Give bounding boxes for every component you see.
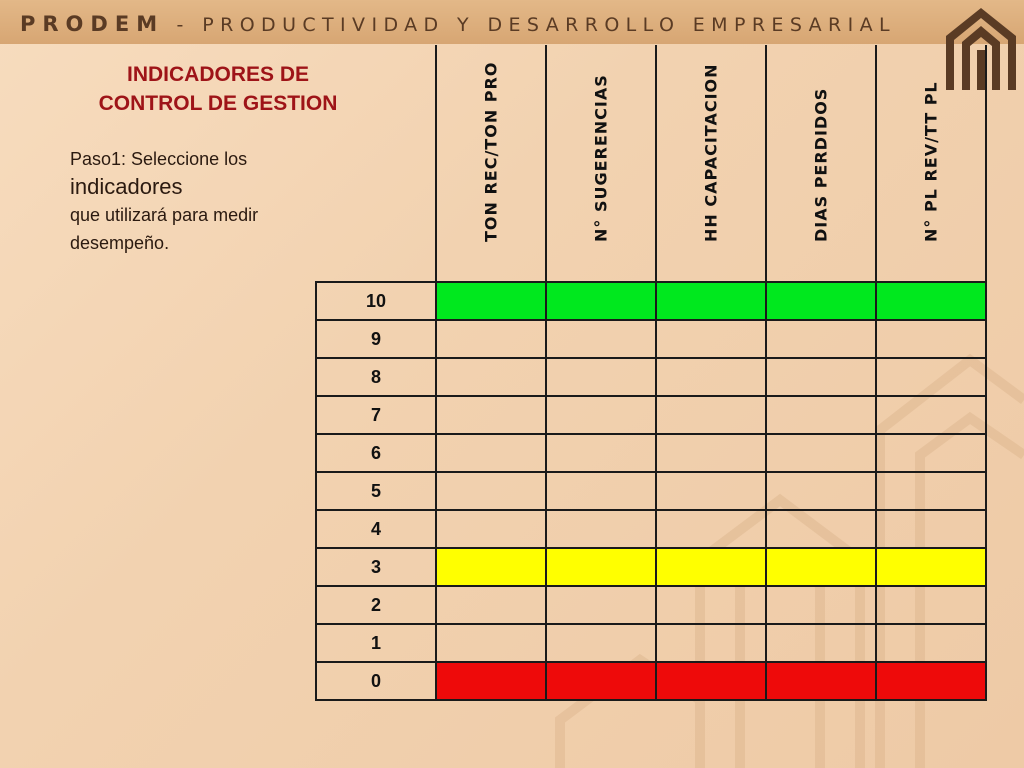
grid-cell[interactable] bbox=[876, 662, 986, 700]
grid-cell[interactable] bbox=[546, 472, 656, 510]
grid-cell[interactable] bbox=[766, 624, 876, 662]
grid-cell[interactable] bbox=[436, 586, 546, 624]
grid-cell[interactable] bbox=[656, 586, 766, 624]
instruction-line-1: Paso1: Seleccione los bbox=[70, 149, 248, 169]
grid-cell[interactable] bbox=[656, 396, 766, 434]
instruction-line-3: que utilizará para medir bbox=[70, 205, 259, 225]
grid-cell[interactable] bbox=[436, 282, 546, 320]
grid-cell[interactable] bbox=[436, 548, 546, 586]
level-label: 10 bbox=[316, 282, 436, 320]
level-row bbox=[316, 320, 986, 358]
top-banner bbox=[0, 0, 1024, 44]
grid-cell[interactable] bbox=[436, 320, 546, 358]
grid-cell[interactable] bbox=[876, 434, 986, 472]
grid-cell[interactable] bbox=[656, 624, 766, 662]
grid-body bbox=[316, 282, 986, 700]
grid-cell[interactable] bbox=[546, 320, 656, 358]
grid-cell[interactable] bbox=[876, 282, 986, 320]
indicator-label: TON REC/TON PRO bbox=[481, 61, 501, 242]
brand-tagline: - PRODUCTIVIDAD Y DESARROLLO EMPRESARIAL bbox=[164, 14, 897, 36]
grid-cell[interactable] bbox=[766, 358, 876, 396]
grid-cell[interactable] bbox=[436, 662, 546, 700]
level-row bbox=[316, 510, 986, 548]
grid-cell[interactable] bbox=[876, 548, 986, 586]
grid-cell[interactable] bbox=[766, 282, 876, 320]
grid-cell[interactable] bbox=[436, 358, 546, 396]
level-row bbox=[316, 624, 986, 662]
level-label: 0 bbox=[316, 662, 436, 700]
title-line-2: CONTROL DE GESTION bbox=[98, 92, 338, 115]
instruction-line-2: indicadores bbox=[70, 174, 183, 199]
grid-cell[interactable] bbox=[656, 282, 766, 320]
grid-cell[interactable] bbox=[546, 396, 656, 434]
level-row bbox=[316, 358, 986, 396]
title-line-1: INDICADORES DE bbox=[126, 63, 310, 86]
indicator-label: HH CAPACITACION bbox=[701, 63, 721, 242]
indicator-label: N° PL REV/TT PL bbox=[921, 81, 941, 242]
grid-cell[interactable] bbox=[546, 358, 656, 396]
instruction-line-4: desempeño. bbox=[70, 233, 170, 253]
level-label: 3 bbox=[316, 548, 436, 586]
grid-cell[interactable] bbox=[546, 548, 656, 586]
indicator-label: N° SUGERENCIAS bbox=[591, 74, 611, 242]
level-label: 5 bbox=[316, 472, 436, 510]
indicator-header[interactable] bbox=[766, 45, 876, 282]
grid-cell[interactable] bbox=[656, 320, 766, 358]
level-row bbox=[316, 472, 986, 510]
grid-cell[interactable] bbox=[876, 396, 986, 434]
grid-cell[interactable] bbox=[766, 662, 876, 700]
indicator-header[interactable] bbox=[436, 45, 546, 282]
instructions bbox=[70, 145, 330, 257]
grid-cell[interactable] bbox=[766, 434, 876, 472]
grid-cell[interactable] bbox=[656, 434, 766, 472]
grid-cell[interactable] bbox=[876, 472, 986, 510]
grid-cell[interactable] bbox=[546, 624, 656, 662]
grid-cell[interactable] bbox=[876, 510, 986, 548]
grid-cell[interactable] bbox=[656, 358, 766, 396]
grid-cell[interactable] bbox=[546, 662, 656, 700]
header-row bbox=[316, 45, 986, 282]
brand-text bbox=[20, 10, 896, 38]
level-row bbox=[316, 396, 986, 434]
indicator-grid bbox=[315, 45, 987, 701]
level-label: 9 bbox=[316, 320, 436, 358]
level-label: 2 bbox=[316, 586, 436, 624]
level-label: 8 bbox=[316, 358, 436, 396]
grid-cell[interactable] bbox=[656, 662, 766, 700]
grid-corner bbox=[316, 45, 436, 282]
grid-cell[interactable] bbox=[656, 510, 766, 548]
indicator-label: DIAS PERDIDOS bbox=[811, 87, 831, 242]
grid-cell[interactable] bbox=[766, 548, 876, 586]
grid-cell[interactable] bbox=[766, 586, 876, 624]
grid-cell[interactable] bbox=[436, 434, 546, 472]
level-label: 6 bbox=[316, 434, 436, 472]
level-row bbox=[316, 282, 986, 320]
grid-cell[interactable] bbox=[436, 510, 546, 548]
grid-cell[interactable] bbox=[656, 548, 766, 586]
level-label: 1 bbox=[316, 624, 436, 662]
level-row bbox=[316, 586, 986, 624]
indicator-header[interactable] bbox=[546, 45, 656, 282]
grid-cell[interactable] bbox=[546, 282, 656, 320]
grid-cell[interactable] bbox=[546, 434, 656, 472]
grid-cell[interactable] bbox=[546, 510, 656, 548]
grid-cell[interactable] bbox=[876, 358, 986, 396]
level-row bbox=[316, 662, 986, 700]
indicator-header[interactable] bbox=[876, 45, 986, 282]
grid-cell[interactable] bbox=[876, 624, 986, 662]
level-label: 4 bbox=[316, 510, 436, 548]
grid-cell[interactable] bbox=[876, 320, 986, 358]
grid-cell[interactable] bbox=[436, 472, 546, 510]
level-row bbox=[316, 434, 986, 472]
brand-name: PRODEM bbox=[20, 12, 165, 36]
grid-cell[interactable] bbox=[766, 320, 876, 358]
level-label: 7 bbox=[316, 396, 436, 434]
grid-cell[interactable] bbox=[436, 396, 546, 434]
indicator-header[interactable] bbox=[656, 45, 766, 282]
grid-cell[interactable] bbox=[436, 624, 546, 662]
grid-cell[interactable] bbox=[876, 586, 986, 624]
grid-cell[interactable] bbox=[546, 586, 656, 624]
grid-cell[interactable] bbox=[766, 472, 876, 510]
level-row bbox=[316, 548, 986, 586]
grid-cell[interactable] bbox=[656, 472, 766, 510]
grid-cell[interactable] bbox=[766, 510, 876, 548]
grid-cell[interactable] bbox=[766, 396, 876, 434]
